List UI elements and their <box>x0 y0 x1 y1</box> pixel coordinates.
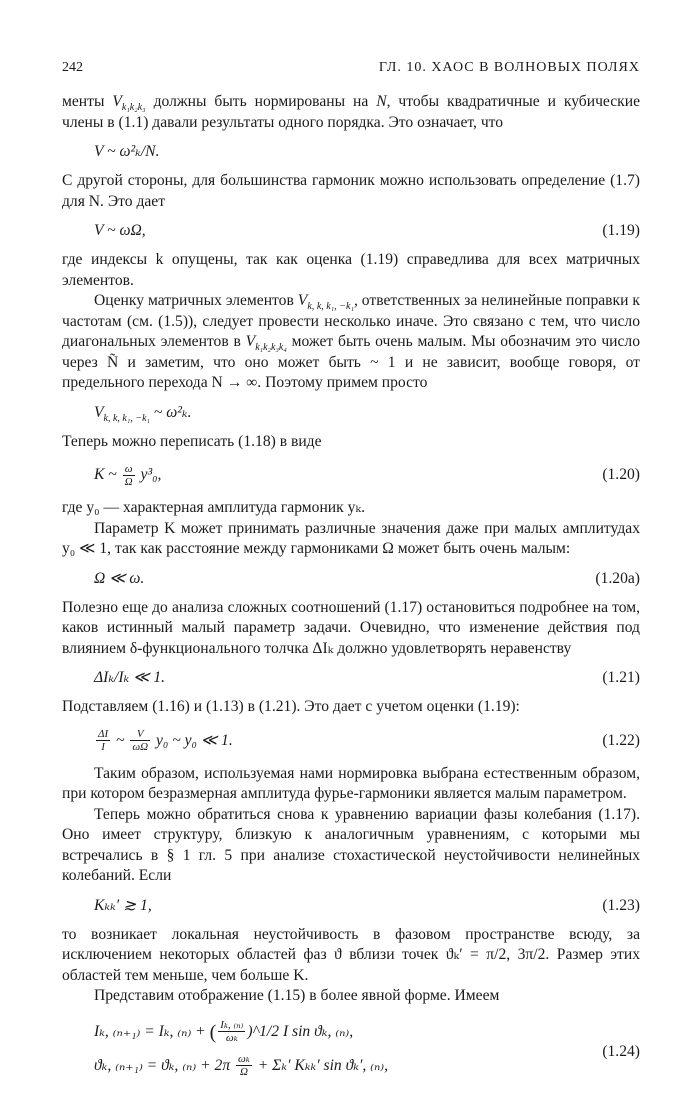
paragraph-7: Параметр K может принимать различные значения даже при малых амплитудах y₀ ≪ 1, так как расстояние между гармониками Ω может быть очень малым: <box>62 519 640 557</box>
paragraph-4: Оценку матричных элементов $V_{k, k, k_1, -k_1}$, ответственных за нелинейные поправки к частотам (см. (1.5)), следует провести несколько иначе. Это связано с тем, что число диагональных элементов в $V_{k_1k_2k_3k_4}$ может быть очень малым. Мы обозначим это число через Ñ и заметим, что оно может быть ~ 1 и не зависит, вообще говоря, от предельного перехода N → ∞. Поэтому примем просто <box>62 292 641 391</box>
equation-1-20a: Ω ≪ ω. (1.20a) <box>62 566 640 592</box>
paragraph-13: Представим отображение (1.15) в более явной форме. Имеем <box>94 987 500 1004</box>
equation-number: (1.22) <box>602 731 640 749</box>
paragraph-2: С другой стороны, для большинства гармоник можно использовать определение (1.7) для N. Это дает <box>62 172 640 210</box>
paragraph-10: Таким образом, используемая нами нормировка выбрана естественным образом, при котором безразмерная амплитуда фурье-гармоники является малым параметром. <box>62 764 640 802</box>
equation-number: (1.21) <box>602 669 640 686</box>
paragraph-8: Полезно еще до анализа сложных соотношений (1.17) остановиться подробнее на том, каков истинный малый параметр задачи. Очевидно, что изменение действия под влиянием δ-функционального толчка ΔIₖ должно удовлетворять неравенству <box>62 598 640 657</box>
equation-1-24 <box>62 1015 640 1089</box>
paragraph-12: то возникает локальная неустойчивость в фазовом пространстве всюду, за исключением некоторых областей фаз ϑ вблизи точек ϑₖ′ = π/2, 3π/2. Размер этих областей тем меньше, чем больше K. <box>62 925 640 984</box>
equation-1-22: $\frac{\Delta I}{I}$ ~ $\frac{V}{\omega\Omega}$ y₀ ~ y₀ ≪ 1. (1.22) <box>62 724 640 758</box>
running-head: ГЛ. 10. ХАОС В ВОЛНОВЫХ ПОЛЯХ <box>378 60 640 75</box>
equation-row-phase: ϑₖ, ₍ₙ₊₁₎ = ϑₖ, ₍ₙ₎ + 2π $\frac{\text{ωₖ}}{\Omega}$ + Σₖ′ Kₖₖ′ sin ϑₖ′, ₍ₙ₎, <box>94 1053 389 1079</box>
equation-number: (1.20) <box>602 466 640 483</box>
paragraph-3: где индексы k опущены, так как оценка (1.19) справедлива для всех матричных элементов. <box>62 251 640 289</box>
equation-diagonal: $V_{k, k, k_1, -k_1}$ ~ ω²ₖ. <box>94 403 192 424</box>
page-body <box>62 92 640 1089</box>
paragraph-11: Теперь можно обратиться снова к уравнению вариации фазы колебания (1.17). Оно имеет структуру, близкую к аналогичным уравнениям, с которыми мы встречались в § 1 гл. 5 при анализе стохастической неустойчивости нелинейных колебаний. Если <box>62 805 640 884</box>
equation-1-21: ΔIₖ/Iₖ ≪ 1. (1.21) <box>62 665 640 691</box>
equation-1-19: V ~ ωΩ, (1.19) <box>62 218 640 244</box>
equation-number: (1.19) <box>602 222 640 239</box>
paragraph-9: Подставляем (1.16) и (1.13) в (1.21). Это дает с учетом оценки (1.19): <box>62 698 520 715</box>
equation-number: (1.23) <box>602 896 640 914</box>
equation-number: (1.24) <box>602 1042 640 1060</box>
paragraph-1: менты $V_{k_1k_2k_3}$ должны быть нормированы на N, чтобы квадратичные и кубические члены в (1.1) давали результаты одного порядка. Это означает, что <box>62 93 640 131</box>
equation-normalization: V ~ ω²ₖ/N. <box>94 143 160 160</box>
equation-number: (1.20a) <box>595 569 640 587</box>
equation-row-action: Iₖ, ₍ₙ₊₁₎ = Iₖ, ₍ₙ₎ + ( $\frac{\text{Iₖ, ₍ₙ₎}}{\text{ωₖ}}$ )^1/2 I sin ϑₖ, ₍ₙ₎, <box>94 1019 354 1045</box>
equation-1-20: K ~ $\frac{\omega}{\Omega}$ y³₀, (1.20) <box>62 458 640 492</box>
equation-1-23: Kₖₖ′ ≳ 1, (1.23) <box>62 893 640 919</box>
page-number: 242 <box>62 60 83 75</box>
page-header <box>62 60 640 80</box>
paragraph-6: где y₀ — характерная амплитуда гармоник yₖ. <box>62 499 365 516</box>
paragraph-5: Теперь можно переписать (1.18) в виде <box>62 432 322 450</box>
